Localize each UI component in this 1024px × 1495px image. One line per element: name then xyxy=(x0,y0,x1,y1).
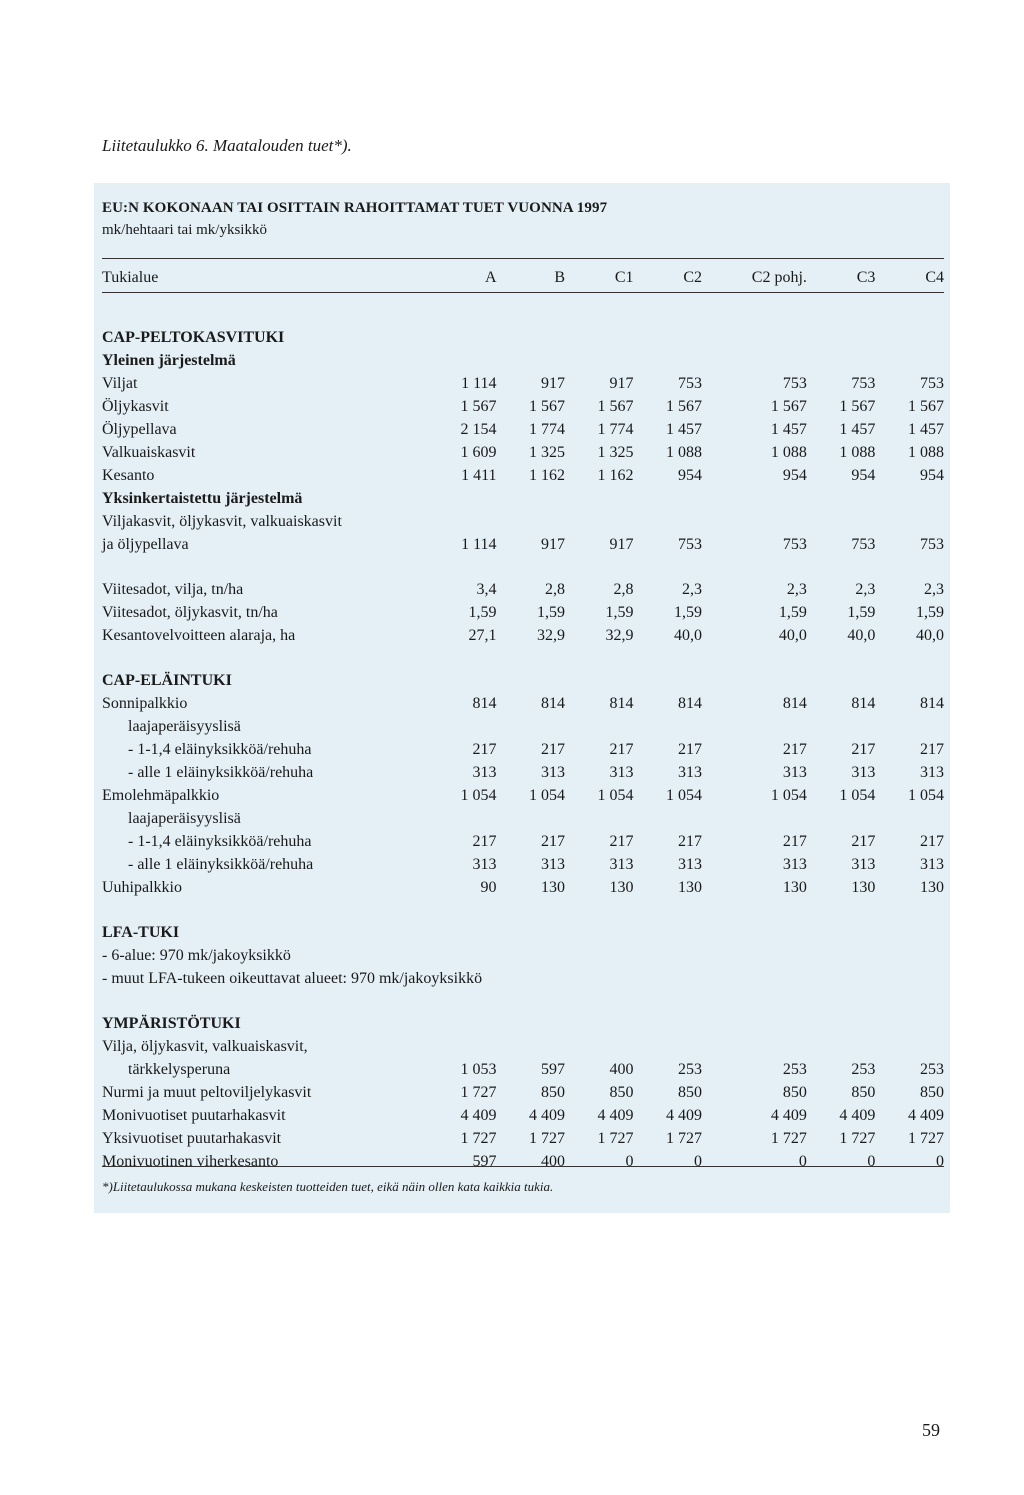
row-value: 2,3 xyxy=(682,581,702,598)
row-value: 1 727 xyxy=(839,1130,876,1147)
row-value: 1 774 xyxy=(529,421,565,438)
row-value: 1 114 xyxy=(461,375,497,392)
row-label: Kesanto xyxy=(102,467,155,484)
row-label: Nurmi ja muut peltoviljelykasvit xyxy=(102,1084,312,1101)
row-value: 1 567 xyxy=(770,398,807,415)
row-value: 2,3 xyxy=(786,581,807,598)
table-title: EU:N KOKONAAN TAI OSITTAIN RAHOITTAMAT TUET VUONNA 1997 xyxy=(102,200,608,216)
table-row-label: Vilja, öljykasvit, valkuaiskasvit, xyxy=(102,1038,308,1055)
table-row xyxy=(102,830,944,853)
row-value: 1 727 xyxy=(460,1130,497,1147)
row-value: 4 409 xyxy=(460,1107,497,1124)
row-value: 217 xyxy=(782,741,807,758)
row-value: 1,59 xyxy=(847,604,876,621)
row-value: 814 xyxy=(851,695,876,712)
row-value: 917 xyxy=(541,375,565,392)
row-label: Emolehmäpalkkio xyxy=(102,787,220,804)
row-label: - 1-1,4 eläinyksikköä/rehuha xyxy=(128,833,312,850)
row-value: 217 xyxy=(851,741,876,758)
row-label: Viitesadot, öljykasvit, tn/ha xyxy=(102,604,278,621)
table-row xyxy=(102,876,944,899)
col-header: C4 xyxy=(925,269,944,286)
row-value: 4 409 xyxy=(770,1107,807,1124)
row-value: 217 xyxy=(472,741,497,758)
row-value: 1 054 xyxy=(597,787,634,804)
row-value: 32,9 xyxy=(605,627,634,644)
row-label: tärkkelysperuna xyxy=(128,1061,231,1078)
row-value: 313 xyxy=(609,856,634,873)
row-value: 217 xyxy=(541,833,565,850)
row-label: ja öljypellava xyxy=(102,536,189,553)
row-value: 917 xyxy=(609,375,634,392)
row-label: Öljypellava xyxy=(102,421,177,438)
row-label: Viljat xyxy=(102,375,138,392)
row-value: 753 xyxy=(782,536,807,553)
col-header: C2 pohj. xyxy=(751,269,807,286)
row-value: 27,1 xyxy=(468,627,497,644)
row-value: 217 xyxy=(541,741,565,758)
row-value: 2,8 xyxy=(613,581,634,598)
col-header: Tukialue xyxy=(102,269,159,286)
table-row xyxy=(102,464,944,487)
row-value: 217 xyxy=(609,833,634,850)
row-value: 0 xyxy=(625,1153,634,1170)
row-value: 954 xyxy=(920,467,944,484)
section-heading: YMPÄRISTÖTUKI xyxy=(102,1015,241,1032)
row-value: 850 xyxy=(782,1084,807,1101)
col-header: B xyxy=(554,269,565,286)
row-value: 1 053 xyxy=(460,1061,497,1078)
row-value: 1 727 xyxy=(666,1130,702,1147)
row-value: 0 xyxy=(936,1153,944,1170)
table-row xyxy=(102,624,944,647)
row-value: 954 xyxy=(851,467,876,484)
row-value: 313 xyxy=(782,764,807,781)
row-value: 814 xyxy=(472,695,497,712)
table-row xyxy=(102,1058,944,1081)
table-row xyxy=(102,784,944,807)
row-value: 217 xyxy=(472,833,497,850)
row-value: 1,59 xyxy=(916,604,944,621)
section-heading: LFA-TUKI xyxy=(102,924,180,941)
col-header: C2 xyxy=(683,269,702,286)
row-value: 4 409 xyxy=(597,1107,634,1124)
row-value: 1,59 xyxy=(468,604,497,621)
row-value: 253 xyxy=(782,1061,807,1078)
row-value: 1,59 xyxy=(778,604,807,621)
row-value: 1 609 xyxy=(460,444,497,461)
table-row xyxy=(102,418,944,441)
row-value: 954 xyxy=(678,467,702,484)
row-value: 4 409 xyxy=(839,1107,876,1124)
row-value: 1 054 xyxy=(908,787,944,804)
row-value: 1 567 xyxy=(666,398,702,415)
row-value: 313 xyxy=(782,856,807,873)
row-value: 313 xyxy=(472,764,497,781)
row-value: 217 xyxy=(678,741,702,758)
table-row-label: Viljakasvit, öljykasvit, valkuaiskasvit xyxy=(102,513,342,530)
row-value: 130 xyxy=(609,879,634,896)
table-row xyxy=(102,601,944,624)
row-value: 1 325 xyxy=(597,444,634,461)
row-value: 0 xyxy=(798,1153,807,1170)
table-row-label: laajaperäisyyslisä xyxy=(128,810,241,827)
header-top-rule xyxy=(102,258,944,259)
row-value: 1 457 xyxy=(770,421,807,438)
row-value: 1 727 xyxy=(460,1084,497,1101)
row-value: 217 xyxy=(920,741,944,758)
table-subtitle: mk/hehtaari tai mk/yksikkö xyxy=(102,222,267,238)
row-value: 753 xyxy=(920,375,944,392)
footnote: *)Liitetaulukossa mukana keskeisten tuotteiden tuet, eikä näin ollen kata kaikkia tukia. xyxy=(102,1179,554,1194)
row-value: 850 xyxy=(609,1084,634,1101)
row-value: 313 xyxy=(920,764,944,781)
row-value: 400 xyxy=(609,1061,634,1078)
row-value: 954 xyxy=(782,467,807,484)
row-value: 130 xyxy=(851,879,876,896)
row-value: 814 xyxy=(782,695,807,712)
row-value: 1 457 xyxy=(839,421,876,438)
row-value: 1 727 xyxy=(770,1130,807,1147)
row-value: 4 409 xyxy=(908,1107,944,1124)
row-value: 850 xyxy=(541,1084,565,1101)
row-value: 217 xyxy=(851,833,876,850)
row-label: Uuhipalkkio xyxy=(102,879,182,896)
row-value: 1 054 xyxy=(839,787,876,804)
row-value: 814 xyxy=(920,695,944,712)
row-value: 2,3 xyxy=(855,581,876,598)
row-value: 313 xyxy=(920,856,944,873)
row-value: 1,59 xyxy=(605,604,634,621)
table-row-label: - 6-alue: 970 mk/jakoyksikkö xyxy=(102,947,291,964)
row-value: 313 xyxy=(472,856,497,873)
row-value: 1 088 xyxy=(770,444,807,461)
row-label: Viitesadot, vilja, tn/ha xyxy=(102,581,244,598)
row-value: 253 xyxy=(678,1061,702,1078)
col-header: C1 xyxy=(614,269,634,286)
row-value: 313 xyxy=(609,764,634,781)
row-value: 1 567 xyxy=(460,398,497,415)
row-value: 40,0 xyxy=(674,627,702,644)
row-value: 313 xyxy=(678,856,702,873)
row-value: 313 xyxy=(541,764,565,781)
row-value: 217 xyxy=(678,833,702,850)
table-row xyxy=(102,1150,944,1173)
row-value: 400 xyxy=(541,1153,565,1170)
row-label: Yksivuotiset puutarhakasvit xyxy=(102,1130,282,1147)
row-value: 850 xyxy=(678,1084,702,1101)
row-value: 40,0 xyxy=(778,627,807,644)
row-label: Öljykasvit xyxy=(102,398,169,415)
row-value: 1 162 xyxy=(529,467,565,484)
row-value: 40,0 xyxy=(916,627,944,644)
row-value: 32,9 xyxy=(537,627,565,644)
table-row xyxy=(102,441,944,464)
row-value: 814 xyxy=(609,695,634,712)
row-value: 313 xyxy=(851,764,876,781)
table-row-label: laajaperäisyyslisä xyxy=(128,718,241,735)
section-heading: CAP-ELÄINTUKI xyxy=(102,672,232,689)
row-value: 814 xyxy=(678,695,702,712)
row-value: 130 xyxy=(782,879,807,896)
row-value: 1 325 xyxy=(529,444,565,461)
row-label: Kesantovelvoitteen alaraja, ha xyxy=(102,627,296,644)
subsection-heading: Yleinen järjestelmä xyxy=(102,352,236,369)
table-row xyxy=(102,761,944,784)
table-row xyxy=(102,1104,944,1127)
row-value: 130 xyxy=(920,879,944,896)
row-value: 0 xyxy=(867,1153,876,1170)
row-label: Monivuotiset puutarhakasvit xyxy=(102,1107,286,1124)
row-value: 850 xyxy=(851,1084,876,1101)
row-value: 753 xyxy=(851,375,876,392)
row-label: - alle 1 eläinyksikköä/rehuha xyxy=(128,764,314,781)
row-value: 917 xyxy=(541,536,565,553)
row-value: 3,4 xyxy=(476,581,497,598)
row-value: 753 xyxy=(782,375,807,392)
col-header: C3 xyxy=(856,269,876,286)
row-value: 313 xyxy=(541,856,565,873)
row-value: 597 xyxy=(472,1153,497,1170)
row-label: Valkuaiskasvit xyxy=(102,444,196,461)
row-value: 1 727 xyxy=(529,1130,565,1147)
support-table xyxy=(102,268,944,1173)
row-value: 2 154 xyxy=(460,421,497,438)
col-header: A xyxy=(484,269,497,286)
row-label: Sonnipalkkio xyxy=(102,695,188,712)
table-row xyxy=(102,1081,944,1104)
row-value: 1 054 xyxy=(460,787,497,804)
table-row xyxy=(102,692,944,715)
row-value: 217 xyxy=(782,833,807,850)
row-value: 217 xyxy=(920,833,944,850)
row-value: 850 xyxy=(920,1084,944,1101)
table-row xyxy=(102,395,944,418)
row-value: 4 409 xyxy=(666,1107,702,1124)
row-value: 1 567 xyxy=(908,398,944,415)
row-label: Monivuotinen viherkesanto xyxy=(102,1153,279,1170)
table-row xyxy=(102,853,944,876)
row-value: 130 xyxy=(678,879,702,896)
row-value: 4 409 xyxy=(529,1107,565,1124)
section-heading: CAP-PELTOKASVITUKI xyxy=(102,329,285,346)
page-number: 59 xyxy=(922,1420,940,1440)
row-value: 253 xyxy=(851,1061,876,1078)
table-row xyxy=(102,1127,944,1150)
row-value: 753 xyxy=(851,536,876,553)
row-value: 90 xyxy=(480,879,497,896)
row-value: 40,0 xyxy=(847,627,876,644)
row-value: 313 xyxy=(851,856,876,873)
row-value: 1 054 xyxy=(770,787,807,804)
row-value: 753 xyxy=(678,375,702,392)
row-label: - 1-1,4 eläinyksikköä/rehuha xyxy=(128,741,312,758)
row-value: 1 411 xyxy=(461,467,497,484)
table-row xyxy=(102,578,944,601)
row-value: 1 727 xyxy=(908,1130,944,1147)
row-label: - alle 1 eläinyksikköä/rehuha xyxy=(128,856,314,873)
row-value: 217 xyxy=(609,741,634,758)
row-value: 1 567 xyxy=(529,398,565,415)
table-row xyxy=(102,372,944,395)
subsection-heading: Yksinkertaistettu järjestelmä xyxy=(102,490,303,507)
row-value: 1 567 xyxy=(839,398,876,415)
row-value: 753 xyxy=(920,536,944,553)
row-value: 1 088 xyxy=(839,444,876,461)
row-value: 1,59 xyxy=(674,604,702,621)
row-value: 1 054 xyxy=(529,787,565,804)
row-value: 0 xyxy=(694,1153,702,1170)
table-row xyxy=(102,533,944,556)
row-value: 313 xyxy=(678,764,702,781)
row-value: 1 088 xyxy=(908,444,944,461)
row-value: 1 162 xyxy=(597,467,634,484)
row-value: 1 727 xyxy=(597,1130,634,1147)
row-value: 2,8 xyxy=(545,581,565,598)
row-value: 1 567 xyxy=(597,398,634,415)
row-value: 253 xyxy=(920,1061,944,1078)
row-value: 1 114 xyxy=(461,536,497,553)
row-value: 1 088 xyxy=(666,444,702,461)
row-value: 130 xyxy=(541,879,565,896)
row-value: 917 xyxy=(609,536,634,553)
table-row-label: - muut LFA-tukeen oikeuttavat alueet: 970 mk/jakoyksikkö xyxy=(102,970,483,987)
row-value: 1,59 xyxy=(537,604,565,621)
row-value: 1 774 xyxy=(597,421,634,438)
row-value: 1 457 xyxy=(908,421,944,438)
header-row xyxy=(102,268,944,288)
row-value: 597 xyxy=(541,1061,565,1078)
row-value: 1 054 xyxy=(666,787,702,804)
table-caption: Liitetaulukko 6. Maatalouden tuet*). xyxy=(102,136,352,155)
row-value: 2,3 xyxy=(924,581,944,598)
row-value: 1 457 xyxy=(666,421,702,438)
table-row xyxy=(102,738,944,761)
row-value: 814 xyxy=(541,695,565,712)
row-value: 753 xyxy=(678,536,702,553)
